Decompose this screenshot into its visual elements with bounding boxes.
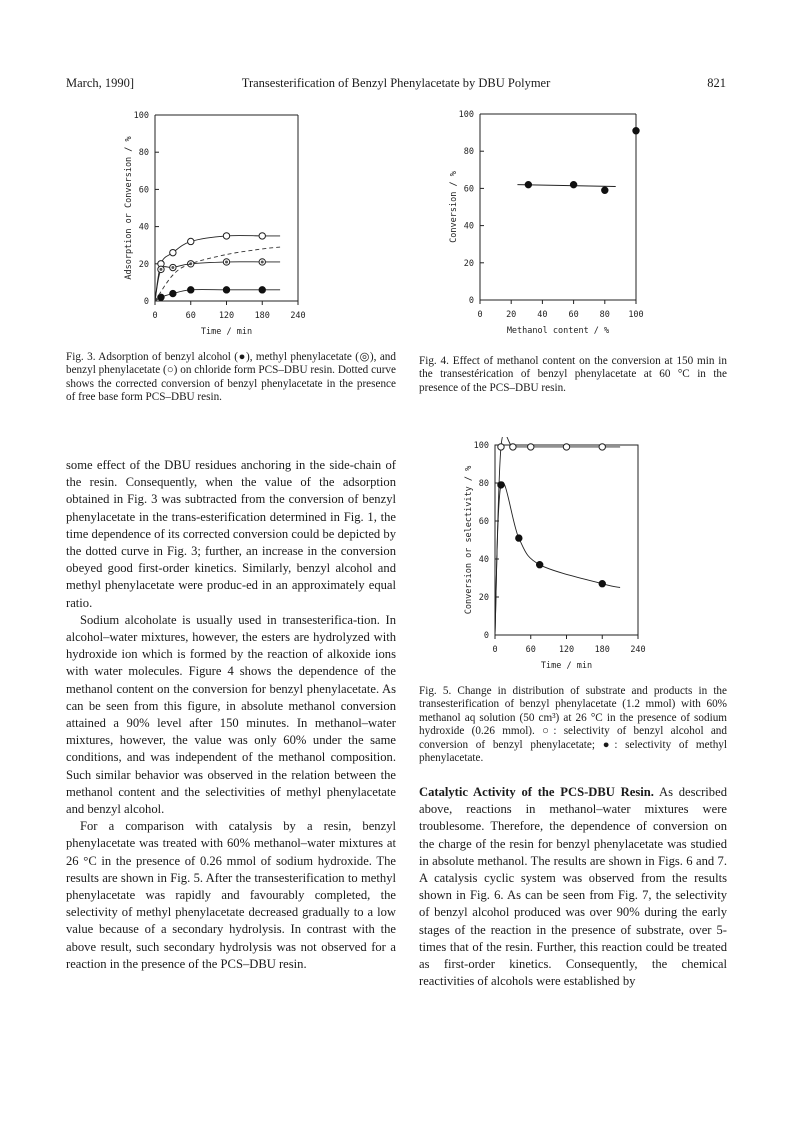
running-header <box>66 76 726 92</box>
x-tick-label: 0 <box>152 311 158 321</box>
paragraph: some effect of the DBU residues anchoring in the side-chain of the resin. Consequently, when the value of the adsorption obtained in Fig. 3 was subtracted from the conversion of benzyl phenylacetate in the trans-esterification determined in Fig. 1, the time dependence of its corrected conversion could be depicted by the dotted curve in Fig. 3; further, an increase in the conversion obeyed good first-order kinetics. Similarly, benzyl alcohol and methyl phenylacetate were produc-ed in an approximately equal ratio. <box>66 458 396 610</box>
section-title: Catalytic Activity of the PCS-DBU Resin. <box>419 785 654 799</box>
filled-circle-point <box>570 181 576 187</box>
figure-5-chart <box>440 437 670 677</box>
x-axis-label: Time / min <box>200 327 253 337</box>
x-axis-label: Time / min <box>540 661 593 671</box>
series-curve <box>495 437 620 635</box>
x-tick-label: 0 <box>477 310 483 320</box>
y-tick-label: 20 <box>463 258 474 269</box>
y-tick-label: 0 <box>483 631 489 641</box>
x-tick-label: 240 <box>290 311 306 321</box>
y-axis-label: Adsorption or Conversion / % <box>124 136 134 280</box>
filled-circle-point <box>516 535 522 541</box>
figure-4-caption: Fig. 4. Effect of methanol content on the conversion at 150 min in the transestérication of benzyl phenylacetate at 60 °C in the presence of the PCS–DBU resin. <box>419 355 727 394</box>
x-tick-label: 20 <box>506 310 517 320</box>
paragraph-text: As described above, reactions in methanol–water mixtures were troublesome. Therefore, the dependence of conversion on the charge of the resin for benzyl phenylacetate was studied in absolute methanol. The results are shown in Figs. 6 and 7. A catalysis cyclic system was observed from the results shown in Fig. 6. As can be seen from Fig. 7, the selectivity of benzyl alcohol produced was over 90% during the early stages of the reaction in the presence of substrate, over 5-times that of the resin. Further, this reaction could be treated as first-order kinetics. Consequently, the chemical reactivities of alcohols were established by <box>419 785 727 989</box>
y-axis-label: Conversion or selectivity / % <box>464 465 474 615</box>
filled-circle-point <box>498 482 504 488</box>
filled-circle-point <box>170 290 176 296</box>
open-circle-point <box>528 444 534 450</box>
x-tick-label: 120 <box>218 311 235 321</box>
open-circle-point <box>498 444 504 450</box>
y-tick-label: 20 <box>478 593 489 603</box>
x-tick-label: 60 <box>568 310 579 320</box>
paragraph <box>419 784 727 990</box>
page-number: 821 <box>707 76 726 90</box>
x-tick-label: 240 <box>630 645 646 655</box>
double-circle-point-inner <box>159 268 162 271</box>
figure-5-caption: Fig. 5. Change in distribution of substrate and products in the transesterification of benzyl phenylacetate (1.2 mmol) with 60% methanol aq solution (50 cm³) at 26 °C in the presence of sodium hydroxide (0.26 mmol). ○: selectivity of benzyl alcohol and conversion of benzyl phenylacetate; ●: selectivity of methyl phenylacetate. <box>419 685 727 765</box>
double-circle-point-inner <box>225 260 228 263</box>
x-tick-label: 120 <box>558 645 575 655</box>
x-tick-label: 100 <box>628 310 644 320</box>
right-column-text <box>419 784 727 990</box>
filled-circle-point <box>259 287 265 293</box>
open-circle-point <box>599 444 605 450</box>
filled-circle-point <box>223 287 229 293</box>
filled-circle-point <box>602 187 608 193</box>
x-axis-label: Methanol content / % <box>506 326 610 336</box>
open-circle-point <box>223 233 229 239</box>
double-circle-point-inner <box>261 260 264 263</box>
filled-circle-point <box>633 128 639 134</box>
x-tick-label: 180 <box>254 311 270 321</box>
figure-3-chart <box>100 100 330 350</box>
y-tick-label: 100 <box>133 111 149 121</box>
y-axis-label: Conversion / % <box>449 171 459 243</box>
y-tick-label: 60 <box>478 517 489 527</box>
filled-circle-point <box>525 181 531 187</box>
figure-3-caption: Fig. 3. Adsorption of benzyl alcohol (●), methyl phenylacetate (◎), and benzyl phenylacetate (○) on chloride form PCS–DBU resin. Dotted curve shows the corrected conversion of benzyl phenylacetate in the presence of free base form PCS–DBU resin. <box>66 351 396 404</box>
y-tick-label: 0 <box>143 297 149 307</box>
double-circle-point-inner <box>171 266 174 269</box>
y-tick-label: 40 <box>463 221 474 232</box>
filled-circle-point <box>536 562 542 568</box>
paragraph: Sodium alcoholate is usually used in transesterifica-tion. In alcohol–water mixtures, however, the esters are hydrolyzed with hydroxide ion which is formed by the reaction of alkoxide ions with water molecules. Figure 4 shows the dependence of the methanol content on the conversion for benzyl phenylacetate. As can be seen from this figure, in absolute methanol conversion attained a 90% level after 150 minutes. In methanol–water mixtures, however, the value was only 60% under the same conditions, and was independent of the methanol composition. Such similar behavior was observed in the relation between the methanol content and the selectivities of methyl phenylacetate and benzyl alcohol. <box>66 612 396 817</box>
header-title: Transesterification of Benzyl Phenylacetate by DBU Polymer <box>241 76 551 90</box>
x-tick-label: 60 <box>185 311 196 321</box>
series-curve <box>495 482 620 635</box>
filled-circle-point <box>599 581 605 587</box>
y-tick-label: 60 <box>138 185 149 196</box>
y-tick-label: 100 <box>473 441 489 451</box>
x-tick-label: 80 <box>599 310 610 320</box>
x-tick-label: 0 <box>492 645 498 655</box>
y-tick-label: 40 <box>478 555 489 565</box>
open-circle-point <box>510 444 516 450</box>
y-tick-label: 0 <box>468 296 474 306</box>
y-tick-label: 20 <box>138 259 149 270</box>
y-tick-label: 80 <box>138 148 149 159</box>
filled-circle-point <box>188 287 194 293</box>
figure-4-chart <box>440 100 670 350</box>
open-circle-point <box>563 444 569 450</box>
y-tick-label: 60 <box>463 184 474 195</box>
open-circle-point <box>259 233 265 239</box>
y-tick-label: 100 <box>458 110 474 120</box>
fit-line <box>517 185 615 187</box>
open-circle-point <box>170 249 176 255</box>
x-tick-label: 180 <box>594 645 610 655</box>
left-column-text <box>66 457 396 973</box>
x-tick-label: 40 <box>537 310 548 320</box>
y-tick-label: 80 <box>478 479 489 489</box>
x-tick-label: 60 <box>525 645 536 655</box>
paragraph: For a comparison with catalysis by a resin, benzyl phenylacetate was treated with 60% methanol–water mixtures at 26 °C in the presence of 0.26 mmol of sodium hydroxide. The results are shown in Fig. 5. After the transesterification to methyl phenylacetate was rapidly and favourably completed, the selectivity of methyl phenylacetate decreased gradually to a low value because of a secondary hydrolysis. In contrast with the above result, such secondary hydrolysis was not observed for a reaction in the presence of the PCS–DBU resin. <box>66 819 396 971</box>
header-date: March, 1990] <box>66 76 135 90</box>
y-tick-label: 80 <box>463 147 474 158</box>
y-tick-label: 40 <box>138 222 149 233</box>
open-circle-point <box>188 238 194 244</box>
